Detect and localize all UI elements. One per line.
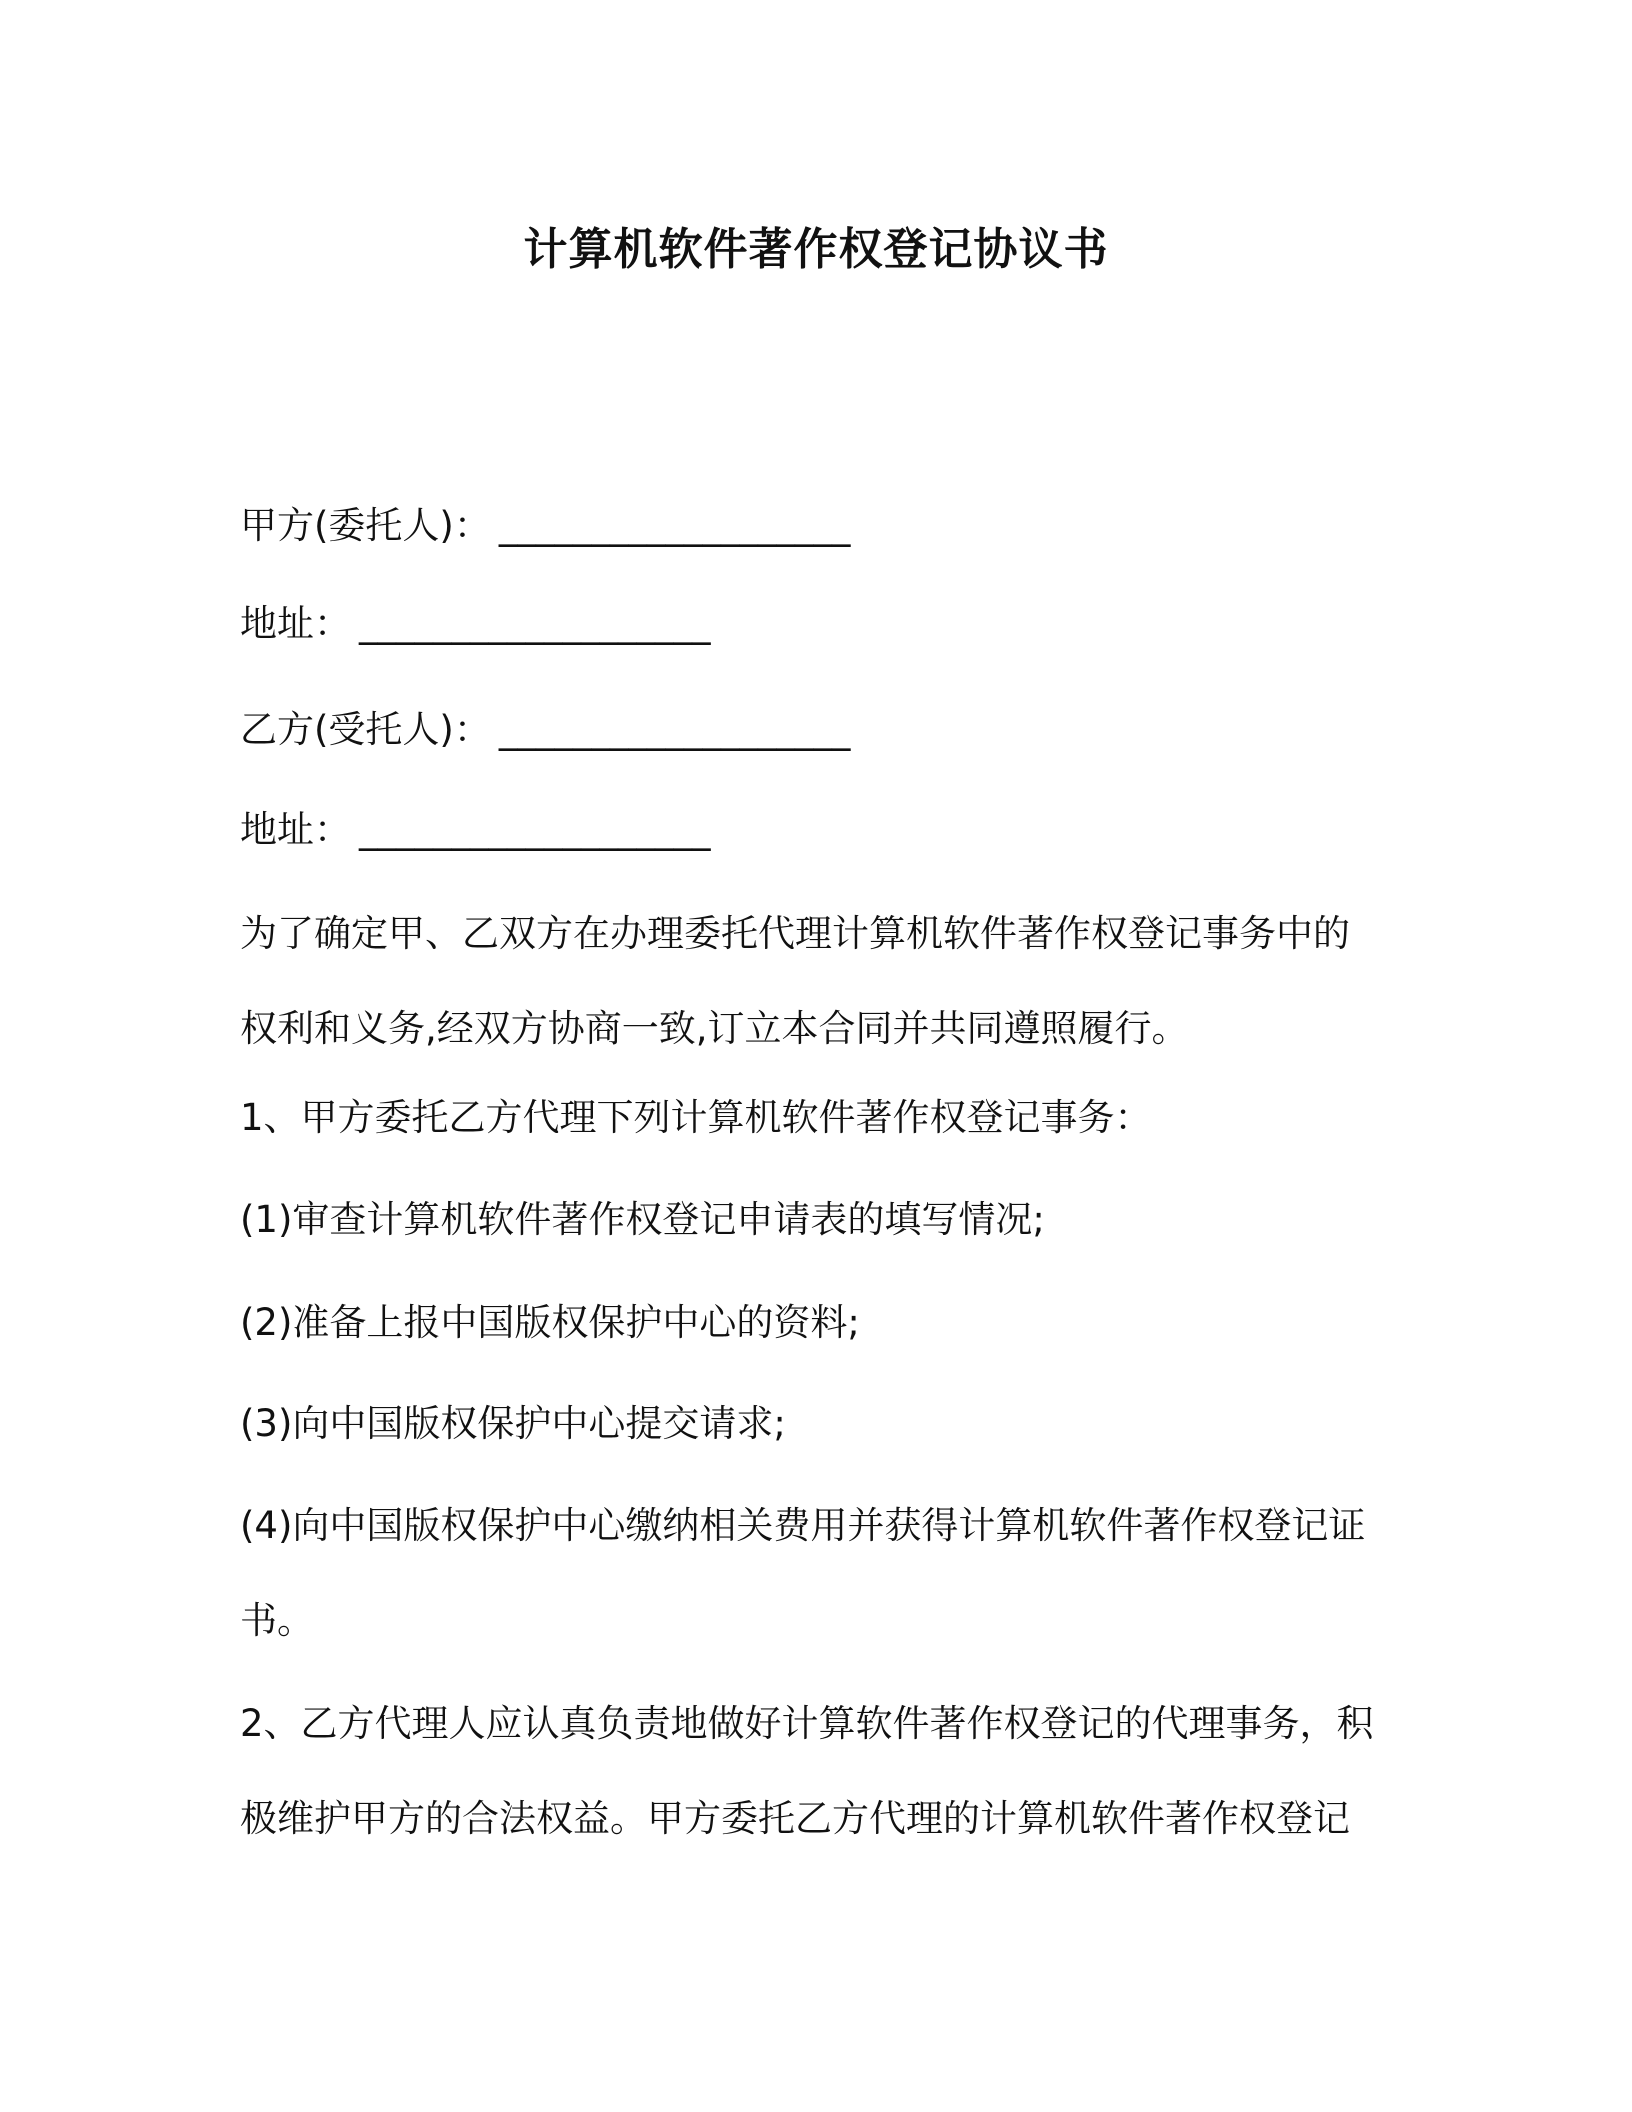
clause-2-paragraph bbox=[240, 1676, 1380, 1866]
party-a-address-field bbox=[240, 598, 1400, 650]
party-a-blank: ___________________ bbox=[498, 504, 851, 547]
party-b-label: 乙方(受托人)： bbox=[240, 708, 491, 751]
document-title: 计算机软件著作权登记协议书 bbox=[523, 224, 1109, 275]
intro-line-1: 为了确定甲、乙双方在办理委托代理计算机软件著作权登记事务中的 bbox=[240, 912, 1350, 955]
party-b-address-blank: ___________________ bbox=[359, 808, 711, 851]
clause-2-line-1: 2、乙方代理人应认真负责地做好计算软件著作权登记的代理事务，积 bbox=[240, 1702, 1374, 1745]
party-b-address-field bbox=[240, 804, 1400, 856]
clause-1-item-2: (2)准备上报中国版权保护中心的资料; bbox=[240, 1301, 860, 1344]
clause-1-heading: 1、甲方委托乙方代理下列计算机软件著作权登记事务： bbox=[240, 1096, 1152, 1139]
clause-2-line-2: 极维护甲方的合法权益。甲方委托乙方代理的计算机软件著作权登记 bbox=[240, 1797, 1350, 1840]
party-a-field bbox=[240, 500, 1400, 552]
intro-paragraph bbox=[240, 886, 1380, 1076]
intro-line-2: 权利和义务,经双方协商一致,订立本合同并共同遵照履行。 bbox=[240, 1007, 1189, 1050]
party-b-address-label: 地址： bbox=[240, 808, 351, 851]
clause-1-item-1: (1)审查计算机软件著作权登记申请表的填写情况; bbox=[240, 1198, 1045, 1241]
party-a-address-label: 地址： bbox=[240, 602, 351, 645]
clause-1-item-4 bbox=[240, 1478, 1380, 1668]
party-a-label: 甲方(委托人)： bbox=[240, 504, 491, 547]
party-a-address-blank: ___________________ bbox=[359, 602, 711, 645]
party-b-blank: ___________________ bbox=[498, 708, 851, 751]
clause-1-item-4-line-1: (4)向中国版权保护中心缴纳相关费用并获得计算机软件著作权登记证 bbox=[240, 1504, 1366, 1547]
party-b-field bbox=[240, 704, 1400, 756]
clause-1-item-3: (3)向中国版权保护中心提交请求; bbox=[240, 1402, 786, 1445]
clause-1-item-4-line-2: 书。 bbox=[240, 1599, 314, 1642]
